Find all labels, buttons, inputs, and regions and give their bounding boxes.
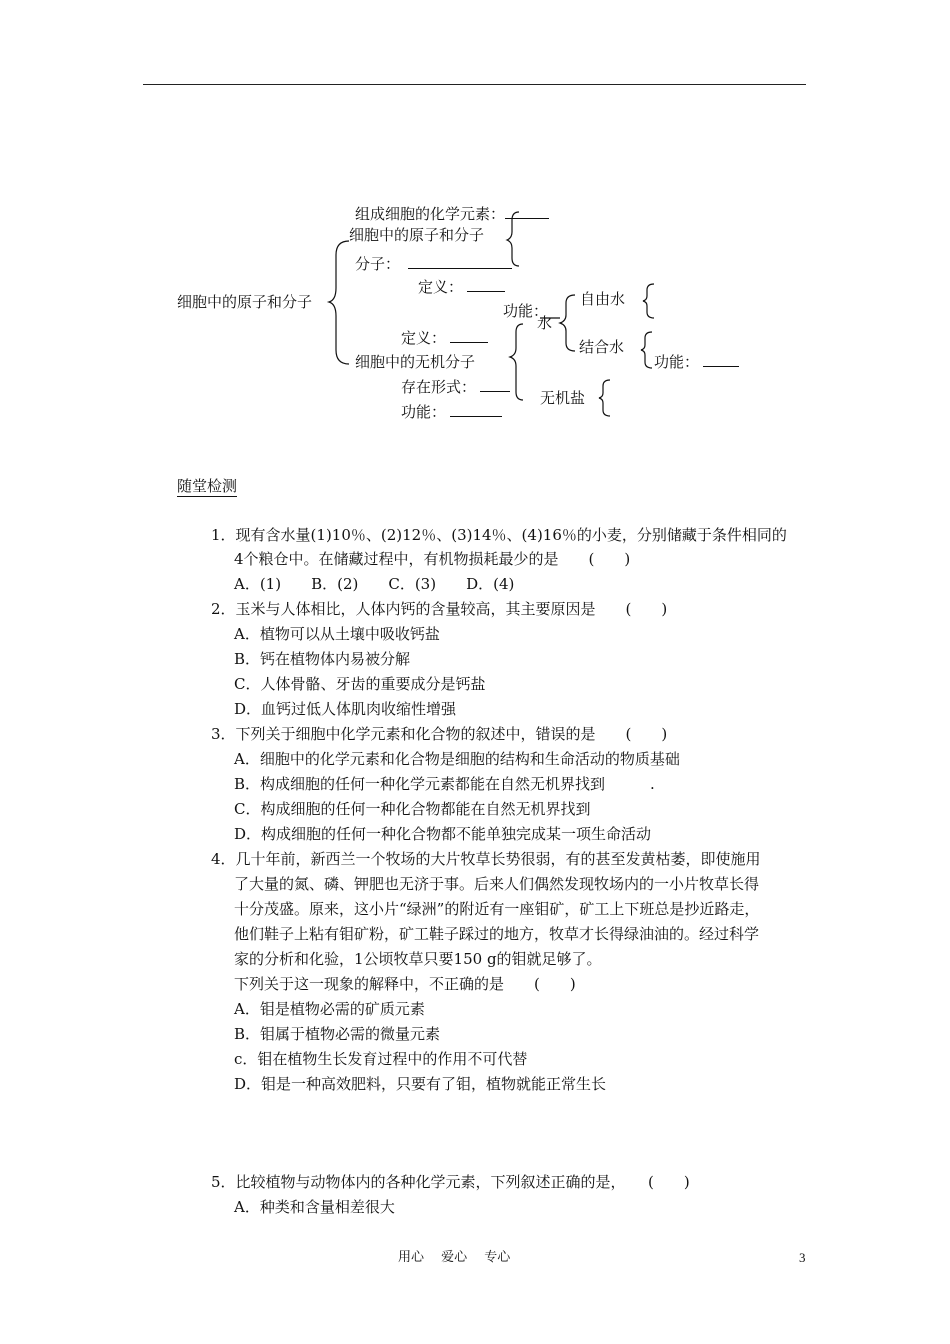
option-d: D．构成细胞的任何一种化合物都不能单独完成某一项生命活动 [234, 825, 652, 843]
question-paragraph-line: 十分茂盛。原来，这小片“绿洲”的附近有一座钼矿，矿工上下班总是抄近路走， [234, 900, 760, 918]
question-stem: 5．比较植物与动物体内的各种化学元素，下列叙述正确的是， ( ) [211, 1173, 690, 1191]
option-a: A．细胞中的化学元素和化合物是细胞的结构和生命活动的物质基础 [234, 750, 680, 768]
question-stem: 1．现有含水量(1)10％、(2)12％、(3)14％、(4)16％的小麦，分别储藏于条件相同的 [211, 526, 787, 544]
option-c: C．构成细胞的任何一种化合物都能在自然无机界找到 [234, 800, 591, 818]
option-c: c．钼在植物生长发育过程中的作用不可代替 [234, 1050, 528, 1068]
definition-label-1: 定义： [418, 277, 505, 297]
option-a: A．种类和含量相差很大 [234, 1198, 395, 1216]
molecule-label: 分子： [355, 254, 512, 274]
answer-blank [408, 254, 512, 269]
answer-blank [450, 402, 502, 417]
answer-blank [467, 277, 505, 292]
option-b: B．钙在植物体内易被分解 [234, 650, 411, 668]
page-number: 3 [799, 1250, 806, 1265]
footer-motto: 用心 爱心 专心 [398, 1250, 511, 1265]
elements-label: 组成细胞的化学元素： [355, 204, 549, 224]
question-paragraph-line: 他们鞋子上粘有钼矿粉，矿工鞋子踩过的地方，牧草才长得绿油油的。经过科学 [234, 925, 760, 943]
question-stem: 4个粮仓中。在储藏过程中，有机物损耗最少的是 ( ) [234, 550, 631, 568]
option-b: B．钼属于植物必需的微量元素 [234, 1025, 441, 1043]
salt-brace [599, 380, 610, 416]
water-brace [560, 295, 575, 351]
question-stem: 2．玉米与人体相比，人体内钙的含量较高，其主要原因是 ( ) [211, 600, 668, 618]
option-d: D．钼是一种高效肥料，只要有了钼，植物就能正常生长 [234, 1075, 607, 1093]
answer-blank [703, 352, 739, 367]
bound-water-brace [641, 332, 652, 368]
answer-blank [480, 377, 510, 392]
question-stem: 4．几十年前，新西兰一个牧场的大片牧草长势很弱，有的甚至发黄枯萎，即使施用 [211, 850, 761, 868]
water-label: 水 [537, 314, 553, 332]
inorganic-salt-label: 无机盐 [540, 389, 586, 407]
existence-label: 存在形式： [401, 377, 510, 397]
option-b: B．构成细胞的任何一种化学元素都能在自然无机界找到 . [234, 775, 655, 793]
answer-blank [505, 204, 549, 219]
function-label-2: 功能： [654, 352, 739, 372]
function-label-3: 功能： [401, 402, 502, 422]
question-paragraph-line: 家的分析和化验，1公顷牧草只要150 g的钼就足够了。 [234, 950, 602, 968]
root-brace [329, 241, 349, 364]
function-label-1: 功能： [503, 302, 549, 320]
inorganic-molecules-label: 细胞中的无机分子 [355, 353, 476, 371]
question-paragraph-line: 了大量的氮、磷、钾肥也无济于事。后来人们偶然发现牧场内的一小片牧草长得 [234, 875, 760, 893]
answer-blank [450, 328, 488, 343]
atoms-label: 细胞中的原子和分子 [349, 226, 485, 244]
question-prompt: 下列关于这一现象的解释中，不正确的是 ( ) [234, 975, 576, 993]
bound-water-label: 结合水 [579, 338, 625, 356]
option-d: D．血钙过低人体肌肉收缩性增强 [234, 700, 457, 718]
option-list: A．(1) B．(2) C．(3) D．(4) [234, 575, 515, 593]
option-a: A．钼是植物必需的矿质元素 [234, 1000, 425, 1018]
inorganic-brace [510, 324, 523, 400]
option-a: A．植物可以从土壤中吸收钙盐 [234, 625, 440, 643]
question-stem: 3．下列关于细胞中化学元素和化合物的叙述中，错误的是 ( ) [211, 725, 668, 743]
free-water-brace [643, 284, 654, 318]
free-water-label: 自由水 [580, 290, 626, 308]
section-title: 随堂检测 [177, 477, 238, 495]
option-c: C．人体骨骼、牙齿的重要成分是钙盐 [234, 675, 486, 693]
definition-label-2: 定义： [401, 328, 488, 348]
diagram-root: 细胞中的原子和分子 [177, 293, 313, 311]
